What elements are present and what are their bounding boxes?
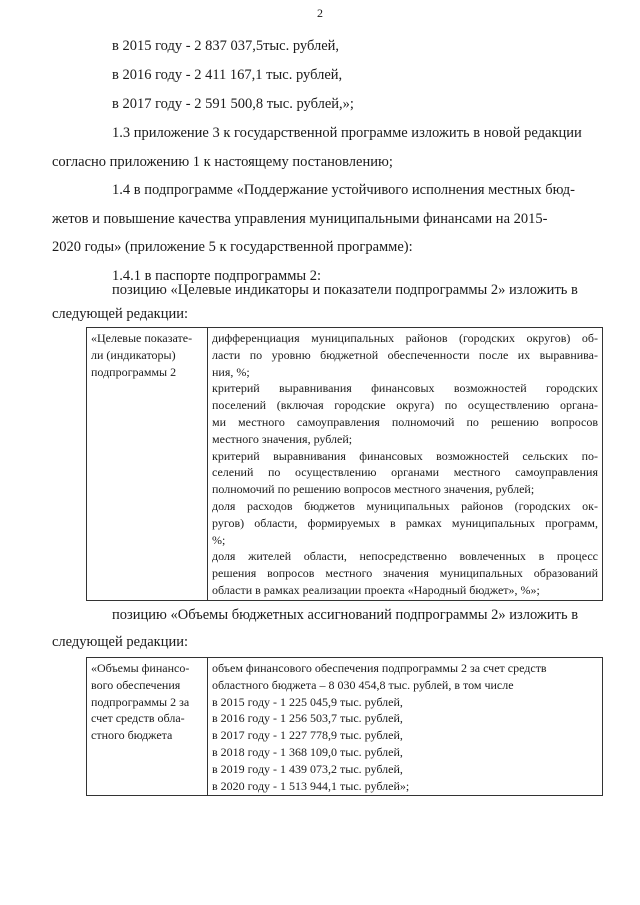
cell-line: ругов) области, формируемых в рамках муниципальных программ, (212, 515, 598, 530)
cell-line: полномочий по решению вопросов местного значения, рублей; (212, 482, 535, 497)
para-1-4-line-2: жетов и повышение качества управления муниципальными финансами на 2015- (52, 211, 548, 227)
position-targets-line-2: следующей редакции: (52, 306, 189, 322)
para-1-3-line-2: согласно приложению 1 к настоящему постановлению; (52, 154, 393, 170)
cell-line: объем финансового обеспечения подпрограммы 2 за счет средств (212, 661, 547, 675)
cell-line: местного значения, рублей; (212, 431, 353, 446)
cell-line: решения вопросов местного значения муниципальных образований (212, 566, 598, 581)
cell-line: критерий выравнивания финансовых возможностей городских (212, 381, 598, 396)
table-row (87, 658, 603, 796)
cell-line: в 2016 году - 1 256 503,7 тыс. рублей, (212, 711, 403, 726)
cell-line: критерий выравнивания финансовых возможностей сельских по- (212, 448, 598, 463)
cell-line: ли (индикаторы) (91, 347, 176, 362)
cell-line: в 2017 году - 1 227 778,9 тыс. рублей, (212, 728, 403, 743)
para-1-4-line-3: 2020 годы» (приложение 5 к государственной программе): (52, 239, 413, 255)
cell-line: подпрограммы 2 за (91, 694, 190, 709)
cell-line: областного бюджета – 8 030 454,8 тыс. рублей, в том числе (212, 677, 514, 692)
cell-line: ния, %; (212, 364, 250, 379)
cell-line: в 2015 году - 1 225 045,9 тыс. рублей, (212, 694, 403, 709)
targets-label-cell (87, 328, 208, 601)
cell-line: в 2020 году - 1 513 944,1 тыс. рублей»; (212, 778, 410, 793)
cell-line: ми местного самоуправления полномочий по решению вопросов (212, 414, 598, 429)
budget-line-2015: в 2015 году - 2 837 037,5тыс. рублей, (112, 38, 340, 54)
cell-line: дифференциация муниципальных районов (городских округов) об- (212, 331, 598, 345)
cell-line: ласти по уровню бюджетной обеспеченности после их выравнива- (212, 347, 598, 362)
table-row (87, 328, 603, 601)
cell-line: в 2018 году - 1 368 109,0 тыс. рублей, (212, 744, 403, 759)
cell-line: поселений (включая городские округа) по осуществлению органа- (212, 398, 598, 413)
cell-line: доля жителей области, непосредственно вовлеченных в процесс (212, 549, 598, 564)
para-1-4-line-1: 1.4 в подпрограмме «Поддержание устойчивого исполнения местных бюд- (112, 182, 575, 198)
position-targets-line-1: позицию «Целевые индикаторы и показатели подпрограммы 2» изложить в (112, 282, 578, 298)
budget-label-cell (87, 658, 208, 796)
cell-line: области в рамках реализации проекта «Народный бюджет», %»; (212, 582, 540, 597)
targets-content-cell (208, 328, 603, 601)
budget-line-2016: в 2016 году - 2 411 167,1 тыс. рублей, (112, 67, 343, 83)
cell-line: «Объемы финансо- (91, 661, 190, 675)
cell-line: «Целевые показате- (91, 331, 193, 345)
cell-line: %; (212, 532, 226, 547)
cell-line: селений по осуществлению органами местного самоуправления (212, 465, 598, 480)
cell-line: в 2019 году - 1 439 073,2 тыс. рублей, (212, 761, 403, 776)
budget-content-cell (208, 658, 603, 796)
position-budget-line-1: позицию «Объемы бюджетных ассигнований подпрограммы 2» изложить в (112, 607, 579, 623)
cell-line: подпрограммы 2 (91, 364, 177, 379)
cell-line: счет средств обла- (91, 711, 185, 726)
page-number: 2 (317, 6, 323, 20)
cell-line: стного бюджета (91, 728, 173, 743)
para-1-4-1: 1.4.1 в паспорте подпрограммы 2: (112, 268, 322, 284)
para-1-3-line-1: 1.3 приложение 3 к государственной программе изложить в новой редакции (112, 125, 582, 141)
cell-line: вого обеспечения (91, 677, 181, 692)
cell-line: доля расходов бюджетов муниципальных районов (городских ок- (212, 498, 598, 513)
budget-line-2017: в 2017 году - 2 591 500,8 тыс. рублей,»; (112, 96, 354, 112)
position-budget-line-2: следующей редакции: (52, 634, 189, 650)
budget-table (86, 657, 603, 796)
targets-table (86, 327, 603, 601)
